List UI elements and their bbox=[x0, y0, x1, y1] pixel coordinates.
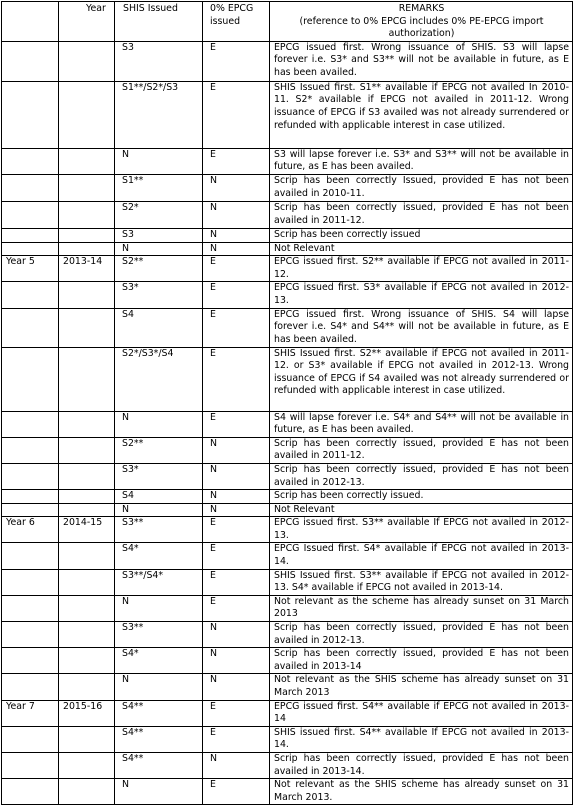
year-label-cell bbox=[2, 503, 59, 517]
remarks-cell: Not relevant as the SHIS scheme has already sunset on 31 March 2013 bbox=[270, 674, 573, 700]
shis-issued-cell: S2*/S3*/S4 bbox=[115, 347, 203, 411]
year-label-cell bbox=[2, 347, 59, 411]
year-label-cell bbox=[2, 81, 59, 148]
header-year: Year bbox=[59, 2, 115, 42]
year-cell bbox=[59, 490, 115, 504]
shis-issued-cell: S3** bbox=[115, 517, 203, 543]
epcg-issued-cell: N bbox=[203, 228, 270, 242]
epcg-issued-cell: E bbox=[203, 517, 270, 543]
remarks-cell: EPCG issued first. S3* available if EPCG not availed in 2012-13. bbox=[270, 282, 573, 308]
year-cell bbox=[59, 228, 115, 242]
table-row bbox=[2, 201, 573, 228]
remarks-cell: Scrip has been correctly issued bbox=[270, 228, 573, 242]
epcg-issued-cell: E bbox=[203, 347, 270, 411]
remarks-cell: Not relevant as the SHIS scheme has already sunset on 31 March 2013. bbox=[270, 779, 573, 805]
year-cell bbox=[59, 242, 115, 256]
shis-issued-cell: S2** bbox=[115, 437, 203, 463]
table-row bbox=[2, 503, 573, 517]
year-cell bbox=[59, 148, 115, 174]
shis-issued-cell: N bbox=[115, 148, 203, 174]
shis-issued-cell: S4* bbox=[115, 543, 203, 569]
remarks-cell: Not relevant as the scheme has already sunset on 31 March 2013 bbox=[270, 595, 573, 621]
table-row bbox=[2, 674, 573, 700]
shis-issued-cell: S4** bbox=[115, 700, 203, 726]
year-cell bbox=[59, 569, 115, 595]
remarks-cell: EPCG issued first. Wrong issuance of SHIS. S3 will lapse forever i.e. S3* and S3** will not be available in future, as E has been availed. bbox=[270, 41, 573, 81]
remarks-cell: Not Relevant bbox=[270, 242, 573, 256]
year-label-cell bbox=[2, 41, 59, 81]
header-remarks bbox=[270, 2, 573, 42]
year-label-cell bbox=[2, 148, 59, 174]
remarks-cell: SHIS issued first. S4** available If EPCG not availed in 2013-14. bbox=[270, 726, 573, 752]
year-cell bbox=[59, 595, 115, 621]
year-label-cell bbox=[2, 622, 59, 648]
epcg-issued-cell: E bbox=[203, 569, 270, 595]
epcg-issued-cell: E bbox=[203, 779, 270, 805]
year-cell bbox=[59, 674, 115, 700]
shis-issued-cell: S3 bbox=[115, 41, 203, 81]
epcg-issued-cell: E bbox=[203, 595, 270, 621]
year-cell bbox=[59, 503, 115, 517]
year-cell bbox=[59, 752, 115, 778]
table-row bbox=[2, 174, 573, 201]
header-epcg-line-1: 0% EPCG bbox=[210, 3, 254, 14]
table-row bbox=[2, 228, 573, 242]
table-row bbox=[2, 411, 573, 437]
remarks-cell: Scrip has been correctly issued. bbox=[270, 490, 573, 504]
shis-issued-cell: N bbox=[115, 242, 203, 256]
table-row bbox=[2, 595, 573, 621]
table-body bbox=[2, 41, 573, 805]
year-cell bbox=[59, 201, 115, 228]
epcg-issued-cell: N bbox=[203, 174, 270, 201]
year-label-cell bbox=[2, 752, 59, 778]
epcg-issued-cell: E bbox=[203, 700, 270, 726]
epcg-issued-cell: E bbox=[203, 726, 270, 752]
header-remarks-line-1: REMARKS bbox=[398, 3, 445, 14]
epcg-issued-cell: N bbox=[203, 242, 270, 256]
shis-issued-cell: S2* bbox=[115, 201, 203, 228]
year-label-cell bbox=[2, 779, 59, 805]
remarks-cell: Scrip has been correctly issued, provided E has not been availed in 2013-14 bbox=[270, 648, 573, 674]
year-label-cell bbox=[2, 463, 59, 489]
year-label-cell bbox=[2, 308, 59, 347]
epcg-issued-cell: E bbox=[203, 308, 270, 347]
year-label-cell bbox=[2, 648, 59, 674]
year-cell: 2013-14 bbox=[59, 256, 115, 282]
table-row bbox=[2, 81, 573, 148]
shis-issued-cell: S4** bbox=[115, 752, 203, 778]
epcg-issued-cell: N bbox=[203, 503, 270, 517]
epcg-issued-cell: E bbox=[203, 41, 270, 81]
year-cell bbox=[59, 437, 115, 463]
table-row bbox=[2, 282, 573, 308]
remarks-cell: Scrip has been correctly Issued, provided E has not been availed in 2010-11. bbox=[270, 174, 573, 201]
remarks-cell: EPCG issued first. S4** available if EPCG not availed in 2013-14 bbox=[270, 700, 573, 726]
year-cell bbox=[59, 622, 115, 648]
remarks-cell: Scrip has been correctly issued, provided E has not been availed in 2012-13. bbox=[270, 463, 573, 489]
shis-issued-cell: S4 bbox=[115, 490, 203, 504]
year-label-cell bbox=[2, 228, 59, 242]
epcg-issued-cell: N bbox=[203, 648, 270, 674]
remarks-cell: SHIS Issued first. S2** available if EPCG not availed in 2011-12. or S3* available if EPCG not availed in 2012-13. Wrong issuance of EPCG if S4 availed was not already surrendered or refunded with applicable interest in case utilized. bbox=[270, 347, 573, 411]
table-row bbox=[2, 622, 573, 648]
epcg-issued-cell: N bbox=[203, 201, 270, 228]
epcg-issued-cell: E bbox=[203, 411, 270, 437]
shis-issued-cell: S4** bbox=[115, 726, 203, 752]
table-row bbox=[2, 463, 573, 489]
table-row bbox=[2, 437, 573, 463]
year-cell: 2014-15 bbox=[59, 517, 115, 543]
year-cell bbox=[59, 726, 115, 752]
year-label-cell: Year 6 bbox=[2, 517, 59, 543]
shis-issued-cell: S4 bbox=[115, 308, 203, 347]
year-cell: 2015-16 bbox=[59, 700, 115, 726]
shis-issued-cell: S3**/S4* bbox=[115, 569, 203, 595]
header-year-label bbox=[2, 2, 59, 42]
year-cell bbox=[59, 282, 115, 308]
year-cell bbox=[59, 81, 115, 148]
epcg-issued-cell: E bbox=[203, 282, 270, 308]
shis-issued-cell: S3* bbox=[115, 463, 203, 489]
epcg-issued-cell: E bbox=[203, 148, 270, 174]
epcg-issued-cell: E bbox=[203, 81, 270, 148]
table-row bbox=[2, 148, 573, 174]
remarks-cell: S4 will lapse forever i.e. S4* and S4** will not be available in future, as E has been availed. bbox=[270, 411, 573, 437]
year-cell bbox=[59, 41, 115, 81]
table-row bbox=[2, 648, 573, 674]
year-label-cell bbox=[2, 411, 59, 437]
header-remarks-line-2: (reference to 0% EPCG includes 0% PE-EPCG import bbox=[299, 15, 544, 27]
year-label-cell bbox=[2, 726, 59, 752]
remarks-cell: EPCG issued first. S2** available if EPCG not availed in 2011-12. bbox=[270, 256, 573, 282]
remarks-cell: EPCG Issued first. S4* available if EPCG not availed in 2013-14. bbox=[270, 543, 573, 569]
remarks-cell: Scrip has been correctly issued, provided E has not been availed in 2012-13. bbox=[270, 622, 573, 648]
table-row bbox=[2, 726, 573, 752]
table-row bbox=[2, 700, 573, 726]
epcg-issued-cell: E bbox=[203, 256, 270, 282]
year-label-cell bbox=[2, 174, 59, 201]
remarks-cell: SHIS Issued first. S1** available if EPCG not availed In 2010-11. S2* available if EPCG not availed in 2011-12. Wrong issuance of EPCG if S3 availed was not already surrendered or refunded with applicable interest in case utilized. bbox=[270, 81, 573, 148]
shis-issued-cell: N bbox=[115, 503, 203, 517]
shis-issued-cell: S3 bbox=[115, 228, 203, 242]
table-row bbox=[2, 256, 573, 282]
remarks-cell: EPCG issued first. S3** available If EPCG not availed in 2012-13. bbox=[270, 517, 573, 543]
epcg-issued-cell: N bbox=[203, 437, 270, 463]
header-epcg-issued bbox=[203, 2, 270, 42]
year-label-cell bbox=[2, 569, 59, 595]
shis-issued-cell: S3** bbox=[115, 622, 203, 648]
remarks-cell: Scrip has been correctly issued, provided E has not been availed in 2011-12. bbox=[270, 201, 573, 228]
year-label-cell bbox=[2, 282, 59, 308]
remarks-cell: SHIS Issued first. S3** available if EPCG not availed in 2012-13. S4* available if EPCG not availed in 2013-14. bbox=[270, 569, 573, 595]
year-cell bbox=[59, 347, 115, 411]
table-row bbox=[2, 752, 573, 778]
shis-issued-cell: N bbox=[115, 595, 203, 621]
shis-issued-cell: S1** bbox=[115, 174, 203, 201]
shis-issued-cell: S2** bbox=[115, 256, 203, 282]
table-row bbox=[2, 308, 573, 347]
table-row bbox=[2, 517, 573, 543]
remarks-cell: S3 will lapse forever i.e. S3* and S3** will not be available in future, as E has been availed. bbox=[270, 148, 573, 174]
epcg-issued-cell: N bbox=[203, 463, 270, 489]
header-epcg-line-2: issued bbox=[210, 15, 241, 27]
year-label-cell bbox=[2, 595, 59, 621]
year-label-cell bbox=[2, 201, 59, 228]
shis-issued-cell: N bbox=[115, 674, 203, 700]
shis-issued-cell: N bbox=[115, 779, 203, 805]
table-row bbox=[2, 347, 573, 411]
year-label-cell bbox=[2, 543, 59, 569]
year-label-cell bbox=[2, 437, 59, 463]
table-row bbox=[2, 779, 573, 805]
epcg-issued-cell: E bbox=[203, 543, 270, 569]
epcg-issued-cell: N bbox=[203, 622, 270, 648]
shis-issued-cell: N bbox=[115, 411, 203, 437]
table-row bbox=[2, 490, 573, 504]
header-remarks-line-3: authorization) bbox=[388, 28, 455, 40]
header-shis-issued: SHIS Issued bbox=[115, 2, 203, 42]
year-label-cell bbox=[2, 242, 59, 256]
year-cell bbox=[59, 543, 115, 569]
year-label-cell: Year 7 bbox=[2, 700, 59, 726]
table-row bbox=[2, 41, 573, 81]
year-cell bbox=[59, 463, 115, 489]
shis-epcg-table bbox=[1, 1, 573, 805]
year-cell bbox=[59, 411, 115, 437]
year-cell bbox=[59, 174, 115, 201]
epcg-issued-cell: N bbox=[203, 490, 270, 504]
table-row bbox=[2, 569, 573, 595]
epcg-issued-cell: N bbox=[203, 674, 270, 700]
epcg-issued-cell: N bbox=[203, 752, 270, 778]
remarks-cell: Not Relevant bbox=[270, 503, 573, 517]
year-label-cell: Year 5 bbox=[2, 256, 59, 282]
header-row bbox=[2, 2, 573, 42]
shis-issued-cell: S4* bbox=[115, 648, 203, 674]
remarks-cell: Scrip has been correctly issued, provided E has not been availed in 2013-14. bbox=[270, 752, 573, 778]
table-row bbox=[2, 242, 573, 256]
remarks-cell: Scrip has been correctly issued, provided E has not been availed in 2011-12. bbox=[270, 437, 573, 463]
year-cell bbox=[59, 779, 115, 805]
shis-issued-cell: S1**/S2*/S3 bbox=[115, 81, 203, 148]
year-cell bbox=[59, 308, 115, 347]
table-row bbox=[2, 543, 573, 569]
year-label-cell bbox=[2, 674, 59, 700]
shis-issued-cell: S3* bbox=[115, 282, 203, 308]
remarks-cell: EPCG issued first. Wrong issuance of SHIS. S4 will lapse forever i.e. S4* and S4** will not be available in future, as E has been availed. bbox=[270, 308, 573, 347]
year-label-cell bbox=[2, 490, 59, 504]
year-cell bbox=[59, 648, 115, 674]
